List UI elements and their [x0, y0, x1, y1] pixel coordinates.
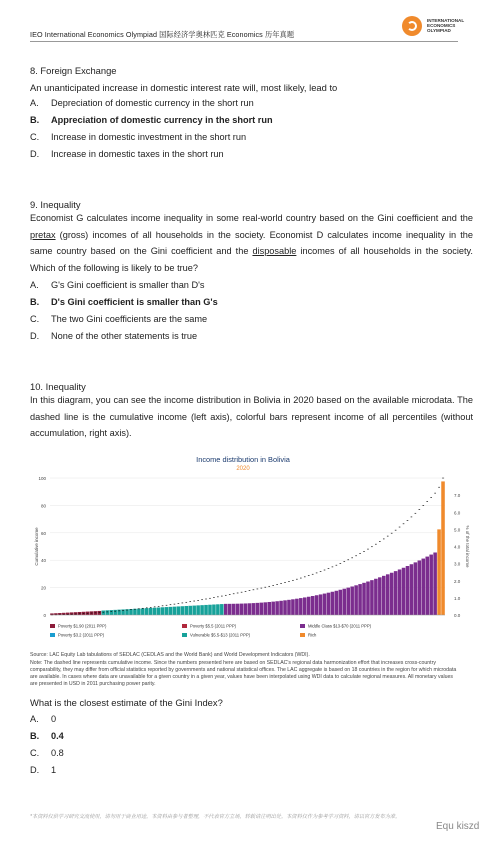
income-bar	[212, 605, 216, 615]
legend-swatch	[300, 633, 305, 637]
cumulative-income-point	[221, 596, 223, 597]
legend-swatch	[300, 624, 305, 628]
income-bar	[327, 593, 331, 615]
cumulative-income-point	[110, 611, 112, 612]
cumulative-income-point	[383, 539, 385, 540]
cumulative-income-point	[426, 501, 428, 502]
left-tick-label: 100	[38, 476, 46, 481]
cumulative-income-point	[150, 607, 152, 608]
cumulative-income-point	[379, 541, 381, 542]
option-text: Increase in domestic taxes in the short run	[51, 149, 224, 159]
cumulative-income-point	[166, 605, 168, 606]
option-letter: D.	[30, 765, 40, 775]
income-bar	[236, 604, 240, 615]
legend-label: Poverty $3.2 (2011 PPP)	[58, 632, 105, 638]
income-bar	[177, 606, 181, 615]
income-bar	[390, 573, 394, 615]
income-bar	[267, 602, 271, 615]
q10-stem: In this diagram, you can see the income distribution in Bolivia in 2020 based on the available microdata. The dashed line is the cumulative income (left axis), colorful bars represent income of all percentiles (without accumulation, right axis).	[30, 395, 473, 439]
income-bar	[414, 562, 418, 615]
income-bar	[386, 574, 390, 615]
q9-title: 9. Inequality	[30, 199, 81, 210]
right-tick-label: 4.0	[454, 544, 461, 550]
legend-label: Poverty $1.90 (2011 PPP)	[58, 623, 107, 629]
cumulative-income-point	[328, 568, 330, 569]
option-text: 0.8	[51, 748, 64, 758]
q8-title: 8. Foreign Exchange	[30, 65, 117, 76]
cumulative-income-point	[359, 553, 361, 554]
legend-swatch	[50, 633, 55, 637]
right-tick-label: 6.0	[454, 510, 461, 516]
income-bar	[70, 612, 74, 615]
option-letter: C.	[30, 748, 40, 758]
income-bar	[232, 604, 236, 615]
chart-note: Note: The dashed line represents cumulative income. Since the numbers presented here are based on SEDLAC's regional data harmonization effort that increases cross-country comparability, they may differ from official statistics reported by governments and national statistical offices. The LAC aggregate is based on 18 countries in the region for which microdata are available. In cases where data are unavailable for a given country in a given year, values have been interpolated using WDI data to calculate regional measures. All monetary values are presented in USD in 2011 purchasing power parity.	[30, 660, 457, 687]
option-text: 0	[51, 714, 57, 724]
income-bar	[196, 605, 200, 615]
cumulative-income-point	[407, 520, 409, 521]
cumulative-income-point	[284, 582, 286, 583]
cumulative-income-point	[367, 549, 369, 550]
cumulative-income-point	[95, 612, 97, 613]
cumulative-income-point	[134, 609, 136, 610]
option-text: None of the other statements is true	[51, 331, 198, 341]
income-bar	[275, 601, 279, 615]
cumulative-income-point	[174, 604, 176, 605]
income-bar	[165, 607, 169, 615]
cumulative-income-point	[316, 573, 318, 574]
cumulative-income-point	[201, 599, 203, 600]
income-bar	[346, 588, 350, 615]
q8-stem: An unanticipated increase in domestic interest rate will, most likely, lead to	[30, 82, 338, 93]
option-text: D's Gini coefficient is smaller than G's	[51, 297, 218, 307]
header-title: IEO International Economics Olympiad 国际经济学奥林匹克 Economics 历年真题	[30, 30, 295, 39]
cumulative-income-point	[296, 579, 298, 580]
income-bar	[350, 586, 354, 615]
left-tick-label: 60	[40, 530, 46, 536]
cumulative-income-point	[419, 509, 421, 510]
option-text: Appreciation of domestic currency in the short run	[51, 115, 273, 125]
cumulative-income-point	[114, 611, 116, 612]
income-bar	[98, 611, 102, 615]
income-bar	[188, 606, 192, 615]
cumulative-income-point	[182, 603, 184, 604]
income-bar	[260, 603, 264, 615]
option-letter: A.	[30, 714, 39, 724]
cumulative-income-point	[197, 600, 199, 601]
income-bar	[74, 612, 78, 615]
legend-label: Poverty $5.5 (2011 PPP)	[190, 623, 237, 629]
q10-option-d[interactable]	[30, 765, 56, 775]
cumulative-income-point	[347, 559, 349, 560]
income-bar	[315, 595, 319, 615]
cumulative-income-point	[280, 583, 282, 584]
option-text: 0.4	[51, 731, 64, 741]
legend-label: Middle Class $13-$70 (2011 PPP)	[308, 623, 372, 629]
stem-part: Economist G calculates income inequality in some real-world country based on the Gini coefficient and the	[30, 213, 473, 223]
cumulative-income-point	[253, 589, 255, 590]
income-bar	[295, 599, 299, 615]
income-bar	[394, 571, 398, 615]
income-bar	[137, 609, 141, 615]
income-bar	[248, 603, 252, 615]
income-bar	[362, 583, 366, 615]
option-letter: A.	[30, 280, 39, 290]
cumulative-income-point	[324, 570, 326, 571]
q10-option-a[interactable]	[30, 714, 56, 724]
y-axis-label-left: Cumulative income	[34, 527, 39, 566]
cumulative-income-point	[312, 574, 314, 575]
y-axis-label-right: % of the total income	[465, 525, 470, 568]
income-bar	[406, 566, 410, 615]
income-bar	[244, 603, 248, 615]
cumulative-income-point	[154, 607, 156, 608]
footer-note: *本资料仅供学习研究交流使用，请勿用于商业用途。本资料由参与者整理，不代表官方立场，转载请注明出处。本资料仅作为参考学习资料，请以官方发布为准。	[30, 814, 401, 820]
option-letter: B.	[30, 297, 40, 307]
legend-label: Vulnerable $5.5-$13 (2011 PPP)	[190, 632, 251, 638]
q10-title: 10. Inequality	[30, 381, 86, 392]
cumulative-income-point	[395, 530, 397, 531]
income-bar	[264, 602, 268, 615]
cumulative-income-point	[422, 505, 424, 506]
cumulative-income-point	[430, 497, 432, 498]
cumulative-income-point	[209, 598, 211, 599]
cumulative-income-point	[217, 596, 219, 597]
cumulative-income-point	[205, 599, 207, 600]
income-bar	[185, 606, 189, 615]
cumulative-income-point	[178, 603, 180, 604]
income-bar	[109, 610, 113, 615]
cumulative-income-point	[363, 551, 365, 552]
cumulative-income-point	[434, 493, 436, 494]
income-bar	[271, 602, 275, 615]
income-bar	[370, 580, 374, 615]
income-bar	[157, 608, 161, 615]
income-bar	[283, 600, 287, 615]
cumulative-income-point	[158, 606, 160, 607]
cumulative-income-point	[438, 487, 440, 488]
left-tick-label: 40	[40, 558, 46, 564]
income-bar	[102, 611, 106, 615]
income-bar	[339, 590, 343, 615]
right-tick-label: 3.0	[454, 561, 461, 567]
option-letter: C.	[30, 132, 40, 142]
income-bar	[323, 594, 327, 615]
income-bar	[319, 594, 323, 615]
income-bar	[228, 604, 232, 615]
income-bar	[374, 579, 378, 615]
income-bar	[252, 603, 256, 615]
q10-option-c[interactable]	[30, 748, 64, 758]
cumulative-income-point	[272, 585, 274, 586]
chart-title: Income distribution in Bolivia	[196, 455, 290, 464]
option-letter: B.	[30, 731, 40, 741]
cumulative-income-point	[241, 592, 243, 593]
cumulative-income-point	[343, 561, 345, 562]
left-tick-label: 80	[40, 503, 46, 509]
stem-part: incomes of all households in the society. Which of the following is likely to be true?	[30, 246, 473, 273]
income-bar	[410, 564, 414, 615]
income-bar	[425, 557, 429, 615]
q10-question: What is the closest estimate of the Gini Index?	[30, 697, 223, 708]
option-letter: D.	[30, 149, 40, 159]
cumulative-income-point	[225, 595, 227, 596]
income-bar	[358, 584, 362, 615]
watermark: Equ kiszd	[436, 821, 480, 832]
income-bar	[153, 608, 157, 615]
income-bar	[200, 605, 204, 615]
option-text: G's Gini coefficient is smaller than D's	[51, 280, 205, 290]
cumulative-income-point	[83, 613, 85, 614]
option-text: Depreciation of domestic currency in the short run	[51, 98, 254, 108]
q10-option-b[interactable]	[30, 731, 64, 741]
cumulative-income-point	[91, 613, 93, 614]
income-bar	[343, 589, 347, 615]
cumulative-income-point	[185, 602, 187, 603]
logo-line: OLYMPIAD	[427, 28, 451, 33]
cumulative-income-point	[170, 604, 172, 605]
income-bar	[117, 610, 121, 615]
logo-line: INTERNATIONAL	[427, 18, 465, 23]
cumulative-income-point	[375, 544, 377, 545]
income-bar	[208, 605, 212, 615]
income-bar	[192, 606, 196, 615]
cumulative-income-point	[415, 513, 417, 514]
right-tick-label: 7.0	[454, 493, 461, 499]
legend-swatch	[182, 624, 187, 628]
cumulative-income-point	[146, 607, 148, 608]
income-bar	[204, 605, 208, 615]
option-letter: A.	[30, 98, 39, 108]
cumulative-income-point	[442, 478, 444, 479]
cumulative-income-point	[213, 597, 215, 598]
cumulative-income-point	[126, 610, 128, 611]
logo-line: ECONOMICS	[427, 23, 456, 28]
cumulative-income-point	[351, 557, 353, 558]
income-bar	[303, 597, 307, 615]
cumulative-income-point	[261, 588, 263, 589]
income-bar	[418, 560, 422, 615]
cumulative-income-point	[67, 614, 69, 615]
stem-underlined: pretax	[30, 229, 56, 240]
cumulative-income-point	[371, 546, 373, 547]
cumulative-income-point	[336, 565, 338, 566]
income-bar	[402, 568, 406, 615]
income-bar	[433, 552, 437, 615]
income-bar	[141, 608, 145, 615]
income-bar	[220, 604, 224, 615]
right-tick-label: 0.0	[454, 613, 461, 618]
income-bar	[354, 585, 358, 615]
cumulative-income-point	[229, 594, 231, 595]
cumulative-income-point	[130, 609, 132, 610]
cumulative-income-point	[332, 567, 334, 568]
income-bar	[441, 481, 445, 615]
cumulative-income-point	[249, 590, 251, 591]
cumulative-income-point	[138, 608, 140, 609]
cumulative-income-point	[403, 523, 405, 524]
option-letter: D.	[30, 331, 40, 341]
cumulative-income-point	[118, 610, 120, 611]
income-bar	[169, 607, 173, 615]
income-bar	[422, 559, 426, 615]
left-tick-label: 20	[40, 585, 46, 591]
income-bar	[299, 598, 303, 615]
income-bar	[437, 529, 441, 615]
cumulative-income-point	[237, 593, 239, 594]
right-tick-label: 2.0	[454, 578, 461, 584]
cumulative-income-point	[276, 584, 278, 585]
cumulative-income-point	[103, 612, 105, 613]
cumulative-income-point	[304, 576, 306, 577]
option-text: 1	[51, 765, 57, 775]
stem-underlined: disposable	[252, 246, 297, 257]
cumulative-income-point	[87, 613, 89, 614]
cumulative-income-point	[288, 581, 290, 582]
income-bar	[161, 607, 165, 615]
option-text: Increase in domestic investment in the short run	[51, 132, 247, 142]
cumulative-income-point	[79, 613, 81, 614]
cumulative-income-point	[99, 612, 101, 613]
income-bar	[291, 599, 295, 615]
cumulative-income-point	[308, 575, 310, 576]
income-bar	[382, 576, 386, 615]
income-bar	[429, 555, 433, 615]
cumulative-income-point	[399, 527, 401, 528]
income-bar	[256, 603, 260, 615]
cumulative-income-point	[264, 587, 266, 588]
option-letter: B.	[30, 115, 40, 125]
cumulative-income-point	[71, 614, 73, 615]
cumulative-income-point	[106, 612, 108, 613]
left-tick-label: 0	[43, 613, 46, 618]
cumulative-income-point	[193, 601, 195, 602]
cumulative-income-point	[268, 586, 270, 587]
income-bar	[149, 608, 153, 615]
income-bar	[145, 608, 149, 615]
income-bar	[378, 577, 382, 615]
cumulative-income-point	[300, 578, 302, 579]
right-tick-label: 5.0	[454, 527, 461, 533]
income-bar	[224, 604, 228, 615]
cumulative-income-point	[257, 589, 259, 590]
income-bar	[216, 604, 220, 615]
cumulative-income-point	[292, 580, 294, 581]
income-bar	[331, 592, 335, 615]
chart-subtitle: 2020	[236, 466, 250, 472]
cumulative-income-point	[387, 536, 389, 537]
legend-swatch	[50, 624, 55, 628]
income-bar	[307, 597, 311, 615]
stem-part: (gross) incomes of all households in the society. Economist D calculates income inequality in the same country based on the Gini coefficient and the	[30, 229, 473, 257]
income-bar	[279, 601, 283, 615]
income-bar	[335, 591, 339, 615]
cumulative-income-point	[189, 601, 191, 602]
option-letter: C.	[30, 314, 40, 324]
cumulative-income-point	[411, 517, 413, 518]
income-bar	[113, 610, 117, 615]
income-bar	[398, 569, 402, 615]
income-bar	[181, 606, 185, 615]
cumulative-income-point	[142, 608, 144, 609]
chart-source: Source: LAC Equity Lab tabulations of SEDLAC (CEDLAS and the World Bank) and World Development Indicators (WDI).	[30, 652, 310, 658]
income-bar	[240, 604, 244, 615]
cumulative-income-point	[355, 555, 357, 556]
income-bar	[287, 600, 291, 615]
income-bar	[366, 582, 370, 615]
cumulative-income-point	[122, 610, 124, 611]
income-bar	[311, 596, 315, 615]
cumulative-income-point	[233, 593, 235, 594]
income-bar	[173, 607, 177, 615]
cumulative-income-point	[340, 563, 342, 564]
cumulative-income-point	[320, 571, 322, 572]
cumulative-income-point	[75, 614, 77, 615]
cumulative-income-point	[245, 591, 247, 592]
legend-label: Rich	[308, 632, 317, 638]
cumulative-income-point	[162, 605, 164, 606]
legend-swatch	[182, 633, 187, 637]
option-text: The two Gini coefficients are the same	[51, 314, 208, 324]
cumulative-income-point	[391, 533, 393, 534]
right-tick-label: 1.0	[454, 595, 461, 601]
income-bar	[106, 610, 110, 615]
income-bar	[133, 609, 137, 615]
